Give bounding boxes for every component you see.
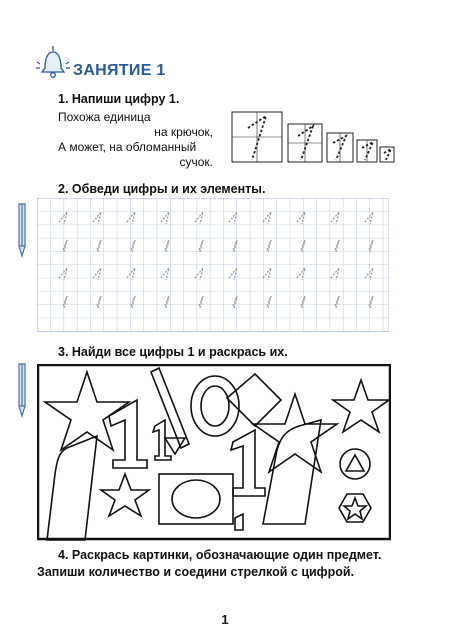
poem-line-4: сучок. <box>179 155 213 169</box>
find-ones-puzzle[interactable] <box>37 364 391 542</box>
poem-line-1: Похожа единица <box>58 110 151 124</box>
pencil-icon <box>12 360 32 420</box>
bell-icon <box>36 42 70 84</box>
lesson-title: ЗАНЯТИЕ 1 <box>73 62 166 79</box>
task3-heading: 3. Найди все цифры 1 и раскрась их. <box>58 345 288 359</box>
poem-line-2: на крючок, <box>154 125 213 139</box>
task2-heading: 2. Обведи цифры и их элементы. <box>58 182 266 196</box>
task1-heading: 1. Напиши цифру 1. <box>58 92 180 106</box>
page-number: 1 <box>221 612 229 627</box>
task4-heading-line2: Запиши количество и соедини стрелкой с цифрой. <box>37 565 355 579</box>
pencil-icon <box>12 200 32 260</box>
task4-heading-line1: 4. Раскрась картинки, обозначающие один предмет. <box>58 548 382 562</box>
tracing-grid[interactable] <box>37 198 389 332</box>
digit-one-size-guide <box>228 108 400 168</box>
poem-line-3: А может, на обломанный <box>58 140 197 154</box>
